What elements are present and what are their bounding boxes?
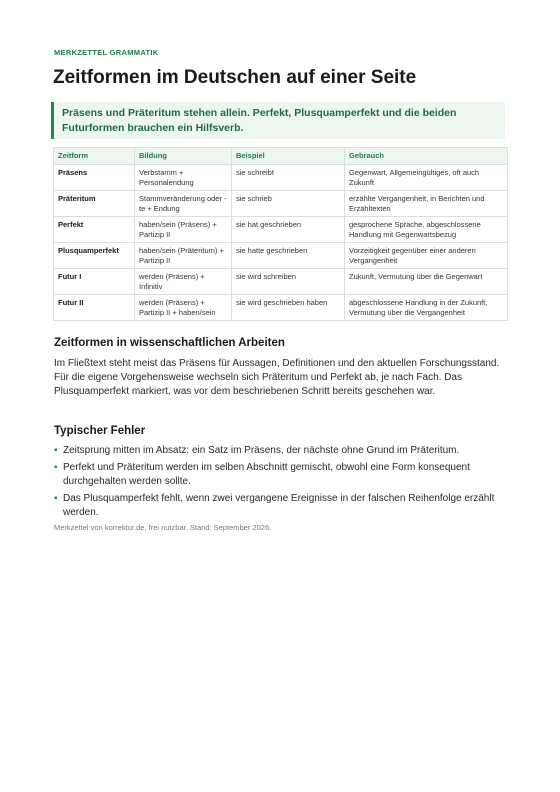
list-item: [54, 492, 504, 520]
cell-bildung: Verbstamm + Personalendung: [135, 165, 232, 191]
cell-beispiel: sie hat geschrieben: [232, 217, 345, 243]
section-heading-fehler: Typischer Fehler: [54, 425, 146, 437]
cell-bildung: haben/sein (Präteritum) + Partizip II: [135, 243, 232, 269]
table-header-row: [54, 148, 508, 165]
cell-zeitform: Futur I: [54, 269, 135, 295]
table-row: [54, 191, 508, 217]
cell-gebrauch: erzählte Vergangenheit, in Berichten und Erzähltexten: [345, 191, 508, 217]
table-row: [54, 165, 508, 191]
column-header-bildung: Bildung: [135, 148, 232, 165]
cell-zeitform: Futur II: [54, 295, 135, 321]
list-item: [54, 461, 504, 489]
bullet-icon: ▪: [54, 445, 58, 456]
cell-beispiel: sie wird geschrieben haben: [232, 295, 345, 321]
cell-bildung: haben/sein (Präsens) + Partizip II: [135, 217, 232, 243]
page-title: Zeitformen im Deutschen auf einer Seite: [53, 67, 417, 88]
table-row: [54, 217, 508, 243]
cell-beispiel: sie schrieb: [232, 191, 345, 217]
column-header-zeitform: Zeitform: [54, 148, 135, 165]
cell-bildung: werden (Präsens) + Partizip II + haben/sein: [135, 295, 232, 321]
section-heading-wissenschaft: Zeitformen in wissenschaftlichen Arbeiten: [54, 337, 285, 349]
list-item-text: Perfekt und Präteritum werden im selben Abschnitt gemischt, obwohl eine Form konsequent durchgehalten werden sollte.: [63, 462, 470, 487]
footer-note: Merkzettel von korrektur.de, frei nutzbar. Stand: September 2026.: [54, 523, 272, 532]
cell-zeitform: Präteritum: [54, 191, 135, 217]
cell-zeitform: Präsens: [54, 165, 135, 191]
cell-bildung: Stammveränderung oder -te + Endung: [135, 191, 232, 217]
error-list: [54, 444, 504, 523]
table-row: [54, 269, 508, 295]
table-row: [54, 295, 508, 321]
cell-gebrauch: gesprochene Sprache, abgeschlossene Handlung mit Gegenwartsbezug: [345, 217, 508, 243]
column-header-beispiel: Beispiel: [232, 148, 345, 165]
cell-gebrauch: abgeschlossene Handlung in der Zukunft, Vermutung über die Vergangenheit: [345, 295, 508, 321]
cell-beispiel: sie hatte geschrieben: [232, 243, 345, 269]
cell-beispiel: sie schreibt: [232, 165, 345, 191]
table-row: [54, 243, 508, 269]
cell-zeitform: Perfekt: [54, 217, 135, 243]
cell-gebrauch: Vorzeitigkeit gegenüber einer anderen Vergangenheit: [345, 243, 508, 269]
bullet-icon: ▪: [54, 462, 58, 473]
section-paragraph: Im Fließtext steht meist das Präsens für Aussagen, Definitionen und den aktuellen Forschungsstand. Für die eigene Vorgehensweise wechseln sich Präteritum und Perfekt ab, je nach Fach. Das Plusquamperfekt markiert, was vor dem beschriebenen Schritt bereits geschehen war.: [54, 358, 500, 397]
tense-table: [53, 147, 508, 321]
list-item-text: Das Plusquamperfekt fehlt, wenn zwei vergangene Ereignisse in der falschen Reihenfolge erzählt werden.: [63, 493, 495, 518]
list-item-text: Zeitsprung mitten im Absatz: ein Satz im Präsens, der nächste ohne Grund im Präteritum.: [63, 445, 460, 456]
cell-gebrauch: Zukunft, Vermutung über die Gegenwart: [345, 269, 508, 295]
callout-box: Präsens und Präteritum stehen allein. Perfekt, Plusquamperfekt und die beiden Futurformen brauchen ein Hilfsverb.: [51, 102, 505, 139]
cell-zeitform: Plusquamperfekt: [54, 243, 135, 269]
column-header-gebrauch: Gebrauch: [345, 148, 508, 165]
cell-gebrauch: Gegenwart, Allgemeingültiges, oft auch Zukunft: [345, 165, 508, 191]
eyebrow-label: MERKZETTEL GRAMMATIK: [54, 48, 159, 57]
cell-bildung: werden (Präsens) + Infinitiv: [135, 269, 232, 295]
bullet-icon: ▪: [54, 493, 58, 504]
list-item: [54, 444, 504, 458]
cell-beispiel: sie wird schreiben: [232, 269, 345, 295]
